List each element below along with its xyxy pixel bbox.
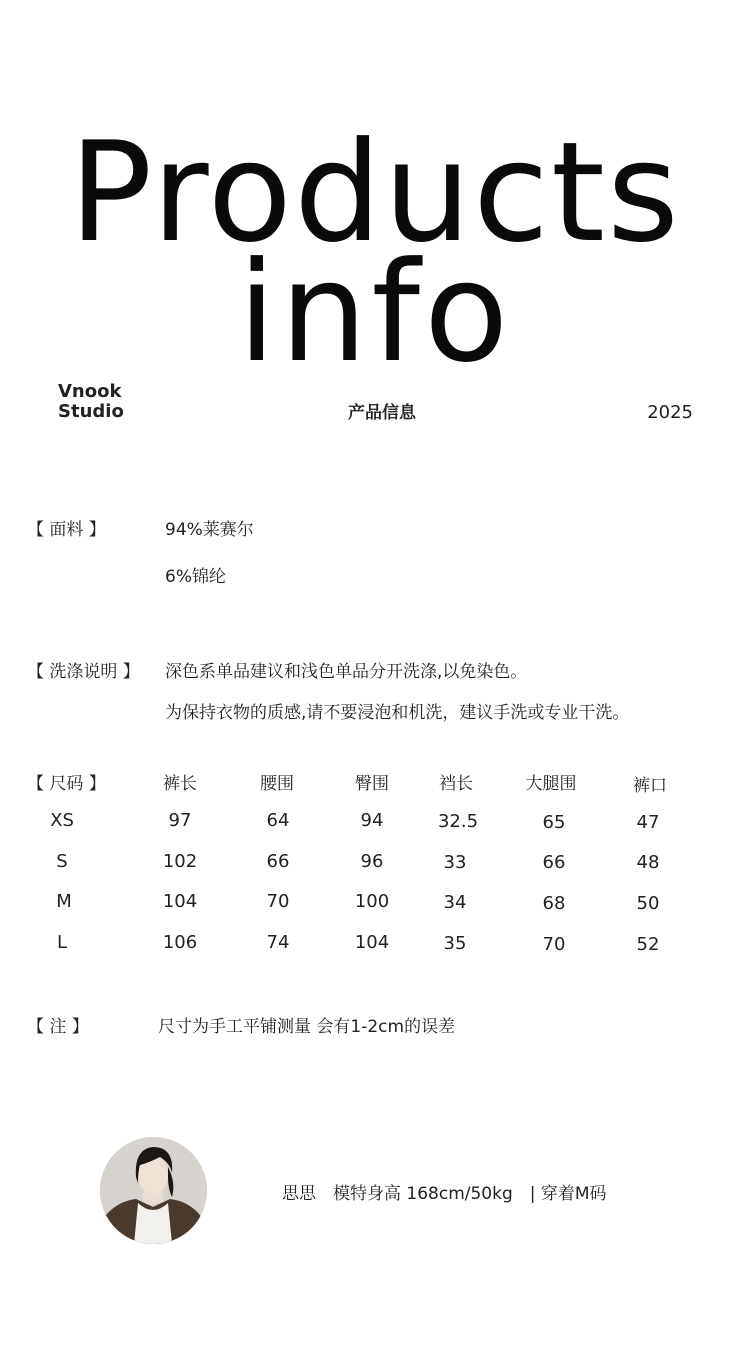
model-portrait-image <box>100 1137 207 1244</box>
fabric-line: 6%锦纶 <box>165 567 226 587</box>
year: 2025 <box>647 402 693 423</box>
wash-line: 深色系单品建议和浅色单品分开洗涤,以免染色。 <box>165 662 528 682</box>
table-header: 大腿围 <box>525 774 577 794</box>
avatar <box>100 1137 207 1244</box>
table-cell: 94 <box>360 810 384 831</box>
table-cell: 104 <box>354 932 390 953</box>
size-cell: XS <box>50 810 74 831</box>
table-header: 腰围 <box>260 774 294 794</box>
table-cell: 34 <box>443 892 467 913</box>
table-cell: 48 <box>636 852 660 873</box>
brand-line2: Studio <box>58 401 124 422</box>
model-info: 思思 模特身高 168cm/50kg | 穿着M码 <box>282 1184 607 1204</box>
note-text: 尺寸为手工平铺测量 会有1-2cm的误差 <box>158 1017 456 1037</box>
table-cell: 52 <box>636 934 660 955</box>
table-cell: 70 <box>542 934 566 955</box>
table-cell: 47 <box>636 812 660 833</box>
fabric-line: 94%莱赛尔 <box>165 520 254 540</box>
table-cell: 68 <box>542 893 566 914</box>
table-header: 臀围 <box>355 774 389 794</box>
table-cell: 74 <box>266 932 290 953</box>
note-label: 【 注 】 <box>27 1017 89 1037</box>
table-cell: 100 <box>354 891 390 912</box>
table-cell: 66 <box>542 852 566 873</box>
table-cell: 96 <box>360 851 384 872</box>
page-subtitle: 产品信息 <box>348 403 416 423</box>
wash-label: 【 洗涤说明 】 <box>27 662 140 682</box>
size-label: 【 尺码 】 <box>27 774 106 794</box>
table-cell: 66 <box>266 851 290 872</box>
table-cell: 32.5 <box>437 811 479 832</box>
table-cell: 70 <box>266 891 290 912</box>
table-header: 裆长 <box>439 774 473 794</box>
table-cell: 65 <box>542 812 566 833</box>
size-cell: S <box>56 851 68 872</box>
size-cell: L <box>56 932 68 953</box>
hero-title-line2: info <box>237 232 513 393</box>
table-cell: 33 <box>443 852 467 873</box>
table-cell: 97 <box>168 810 192 831</box>
table-cell: 104 <box>162 891 198 912</box>
table-cell: 106 <box>162 932 198 953</box>
hero-title-line1: Products <box>69 112 681 273</box>
table-cell: 50 <box>636 893 660 914</box>
table-cell: 64 <box>266 810 290 831</box>
fabric-label: 【 面料 】 <box>27 520 106 540</box>
wash-line: 为保持衣物的质感,请不要浸泡和机洗，建议手洗或专业干洗。 <box>165 703 630 723</box>
size-cell: M <box>56 891 72 912</box>
brand-line1: Vnook <box>58 381 122 402</box>
table-cell: 35 <box>443 933 467 954</box>
table-cell: 102 <box>162 851 198 872</box>
table-header: 裤口 <box>633 776 667 796</box>
table-header: 裤长 <box>163 774 197 794</box>
